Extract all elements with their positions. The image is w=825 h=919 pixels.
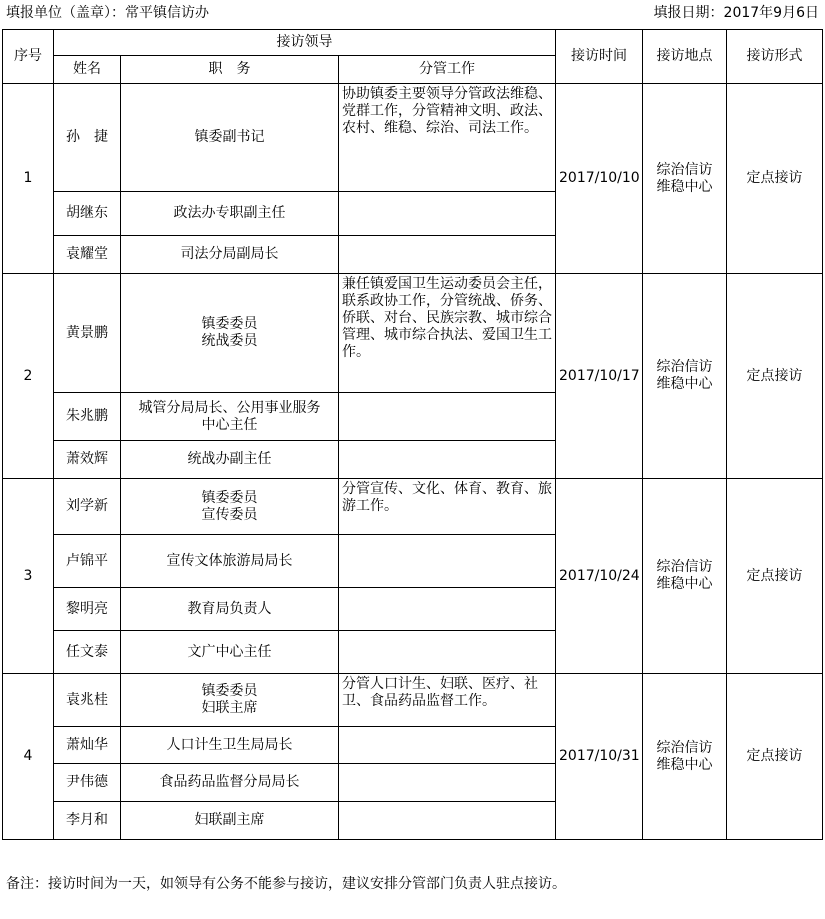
reporting-unit: 填报单位（盖章）：常平镇信访办 — [6, 5, 209, 21]
leader-duties: 分管人口计生、妇联、医疗、社卫、食品药品监督工作。 — [339, 674, 556, 727]
leader-duties: 分管宣传、文化、体育、教育、旅游工作。 — [339, 479, 556, 535]
leader-duties — [339, 764, 556, 802]
leader-position: 统战办副主任 — [121, 441, 339, 479]
reception-location: 综治信访 维稳中心 — [643, 674, 727, 840]
col-index-header: 序号 — [3, 30, 54, 84]
leader-duties — [339, 441, 556, 479]
leader-name: 刘学新 — [54, 479, 121, 535]
leader-position: 镇委委员 宣传委员 — [121, 479, 339, 535]
leader-position: 妇联副主席 — [121, 802, 339, 840]
leader-position: 宣传文体旅游局局长 — [121, 535, 339, 588]
leader-name: 萧效辉 — [54, 441, 121, 479]
reception-form: 定点接访 — [727, 84, 823, 274]
leader-name: 朱兆鹏 — [54, 393, 121, 441]
reception-time: 2017/10/31 — [556, 674, 643, 840]
leader-duties — [339, 236, 556, 274]
col-form-header: 接访形式 — [727, 30, 823, 84]
reception-form: 定点接访 — [727, 274, 823, 479]
leader-duties — [339, 535, 556, 588]
leader-duties — [339, 631, 556, 674]
col-time-header: 接访时间 — [556, 30, 643, 84]
group-index: 1 — [3, 84, 54, 274]
leader-position: 城管分局局长、公用事业服务 中心主任 — [121, 393, 339, 441]
leader-position: 教育局负责人 — [121, 588, 339, 631]
reception-location: 综治信访 维稳中心 — [643, 84, 727, 274]
leader-name: 袁耀堂 — [54, 236, 121, 274]
leader-name: 胡继东 — [54, 192, 121, 236]
reception-form: 定点接访 — [727, 674, 823, 840]
leader-duties — [339, 802, 556, 840]
leader-duties: 兼任镇爱国卫生运动委员会主任，联系政协工作，分管统战、侨务、侨联、对台、民族宗教、城市综合管理、城市综合执法、爱国卫生工作。 — [339, 274, 556, 393]
reception-time: 2017/10/10 — [556, 84, 643, 274]
leader-position: 食品药品监督分局局长 — [121, 764, 339, 802]
leader-position: 镇委委员 统战委员 — [121, 274, 339, 393]
table-row — [3, 674, 823, 727]
reception-location: 综治信访 维稳中心 — [643, 479, 727, 674]
schedule-body — [3, 84, 823, 840]
leader-duties — [339, 588, 556, 631]
leader-name: 黎明亮 — [54, 588, 121, 631]
reception-schedule-table — [2, 29, 823, 840]
leader-position: 政法办专职副主任 — [121, 192, 339, 236]
leader-name: 卢锦平 — [54, 535, 121, 588]
leader-name: 孙 捷 — [54, 84, 121, 192]
col-leaders-header: 接访领导 — [54, 30, 556, 56]
leader-position: 镇委委员 妇联主席 — [121, 674, 339, 727]
leader-position: 人口计生卫生局局长 — [121, 727, 339, 764]
leader-position: 镇委副书记 — [121, 84, 339, 192]
leader-position: 文广中心主任 — [121, 631, 339, 674]
table-row — [3, 274, 823, 393]
leader-name: 李月和 — [54, 802, 121, 840]
col-duties-header: 分管工作 — [339, 56, 556, 84]
leader-name: 萧灿华 — [54, 727, 121, 764]
leader-duties — [339, 393, 556, 441]
reception-location: 综治信访 维稳中心 — [643, 274, 727, 479]
col-name-header: 姓名 — [54, 56, 121, 84]
group-index: 4 — [3, 674, 54, 840]
leader-name: 任文泰 — [54, 631, 121, 674]
reporting-date: 填报日期：2017年9月6日 — [653, 5, 819, 21]
table-row — [3, 479, 823, 535]
table-row — [3, 84, 823, 192]
leader-duties — [339, 192, 556, 236]
leader-duties — [339, 727, 556, 764]
leader-position: 司法分局副局长 — [121, 236, 339, 274]
reception-time: 2017/10/24 — [556, 479, 643, 674]
reception-time: 2017/10/17 — [556, 274, 643, 479]
leader-duties: 协助镇委主要领导分管政法维稳、党群工作，分管精神文明、政法、农村、维稳、综治、司法工作。 — [339, 84, 556, 192]
leader-name: 袁兆桂 — [54, 674, 121, 727]
col-position-header: 职 务 — [121, 56, 339, 84]
footnote: 备注：接访时间为一天，如领导有公务不能参与接访，建议安排分管部门负责人驻点接访。 — [6, 876, 566, 892]
col-location-header: 接访地点 — [643, 30, 727, 84]
leader-name: 黄景鹏 — [54, 274, 121, 393]
reception-form: 定点接访 — [727, 479, 823, 674]
group-index: 2 — [3, 274, 54, 479]
group-index: 3 — [3, 479, 54, 674]
leader-name: 尹伟德 — [54, 764, 121, 802]
